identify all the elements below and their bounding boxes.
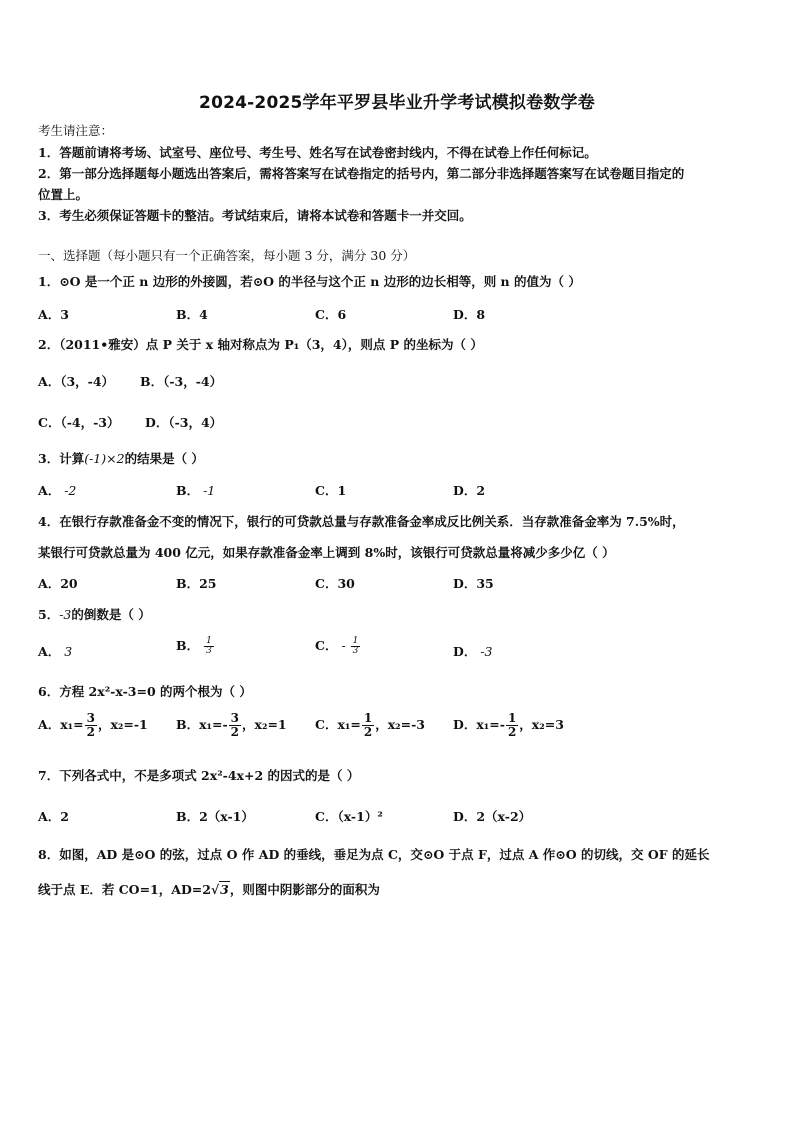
q6-b-numerator: 3 [230, 711, 240, 725]
q5-option-d[interactable] [453, 642, 493, 660]
q2-option-a[interactable]: A．（3，-4） [38, 374, 115, 389]
q6-b-denominator: 2 [230, 725, 240, 739]
q5-option-c[interactable] [315, 636, 361, 656]
q3-stem-pre: 3．计算 [38, 451, 85, 466]
q5-stem-value: -3 [59, 607, 72, 622]
q3-a-value: -2 [64, 483, 77, 498]
q5-c-label: C． [315, 638, 338, 653]
question-2-stem: 2．（2011•雅安）点 P 关于 x 轴对称点为 P₁（3，4），则点 P 的坐标为（ ） [38, 337, 483, 352]
q3-stem-post: 的结果是（ ） [124, 451, 204, 466]
q1-option-c[interactable]: C．6 [315, 307, 347, 322]
q5-a-label: A． [38, 644, 61, 659]
q5-option-b[interactable] [176, 636, 215, 656]
q3-b-label: B． [176, 483, 200, 498]
q6-b-pre: B．x₁=- [176, 717, 228, 732]
notice-heading: 考生请注意： [38, 123, 114, 138]
q3-option-d[interactable]: D．2 [453, 483, 486, 498]
q6-d-pre: D．x₁=- [453, 717, 505, 732]
q6-c-pre: C．x₁= [315, 717, 361, 732]
q3-option-c[interactable]: C．1 [315, 483, 347, 498]
q6-c-numerator: 1 [363, 711, 373, 725]
q7-option-a[interactable]: A．2 [38, 809, 69, 824]
q5-b-numerator: 1 [206, 636, 212, 646]
q7-option-c[interactable]: C．（x-1）² [315, 809, 383, 824]
q3-option-a[interactable] [38, 481, 76, 499]
notice-item-1: 1．答题前请将考场、试室号、座位号、考生号、姓名写在试卷密封线内，不得在试卷上作任何标记。 [38, 145, 597, 160]
sqrt-symbol: √ [210, 882, 220, 897]
q6-c-fraction [362, 712, 374, 739]
exam-title: 2024-2025学年平罗县毕业升学考试模拟卷数学卷 [199, 93, 595, 113]
notice-item-2: 2．第一部分选择题每小题选出答案后，需将答案写在试卷指定的括号内，第二部分非选择题答案写在试卷题目指定的 [38, 166, 685, 181]
q8-stem2-post: ，则图中阴影部分的面积为 [229, 882, 380, 897]
question-8-stem-line1: 8．如图，AD 是⊙O 的弦，过点 O 作 AD 的垂线，垂足为点 C，交⊙O 于点 F，过点 A 作⊙O 的切线，交 OF 的延长 [38, 847, 710, 862]
q3-b-value: -1 [203, 483, 216, 498]
q8-stem2-pre: 线于点 E．若 CO=1，AD=2 [38, 882, 211, 897]
q6-option-d[interactable] [453, 712, 564, 739]
question-6-stem: 6．方程 2x²-x-3=0 的两个根为（ ） [38, 684, 252, 699]
question-3-stem [38, 449, 204, 467]
q4-option-a[interactable]: A．20 [38, 576, 78, 591]
question-7-stem: 7．下列各式中，不是多项式 2x²-4x+2 的因式的是（ ） [38, 768, 360, 783]
question-5-stem [38, 605, 151, 623]
question-4-stem-line1: 4．在银行存款准备金不变的情况下，银行的可贷款总量与存款准备金率成反比例关系．当存款准备金率为 7.5%时， [38, 514, 685, 529]
q6-d-numerator: 1 [507, 711, 517, 725]
q5-b-label: B． [176, 638, 200, 653]
q4-option-b[interactable]: B．25 [176, 576, 217, 591]
q6-a-pre: A．x₁= [38, 717, 84, 732]
q5-a-value: 3 [64, 644, 73, 659]
question-8-stem-line2 [38, 880, 380, 898]
q5-d-value: -3 [480, 644, 493, 659]
question-4-stem-line2: 某银行可贷款总量为 400 亿元，如果存款准备金率上调到 8%时，该银行可贷款总量将减少多少亿（ ） [38, 545, 615, 560]
q6-d-post: ，x₂=3 [519, 717, 564, 732]
q1-option-b[interactable]: B．4 [176, 307, 208, 322]
notice-item-3: 3．考生必须保证答题卡的整洁。考试结束后，请将本试卷和答题卡一并交回。 [38, 208, 472, 223]
q6-d-fraction [506, 712, 518, 739]
q5-stem-post: 的倒数是（ ） [71, 607, 151, 622]
q5-c-fraction [351, 637, 361, 656]
q6-b-post: ，x₂=1 [242, 717, 287, 732]
q5-option-a[interactable] [38, 642, 72, 660]
q7-option-d[interactable]: D．2（x-2） [453, 809, 532, 824]
q6-b-fraction [229, 712, 241, 739]
q6-a-denominator: 2 [86, 725, 95, 739]
q2-option-d[interactable]: D．（-3，4） [145, 415, 223, 430]
q5-b-denominator: 3 [206, 646, 212, 656]
q2-option-b[interactable]: B．（-3，-4） [140, 374, 223, 389]
q5-c-denominator: 3 [352, 646, 359, 656]
q3-option-b[interactable] [176, 481, 215, 499]
q1-option-a[interactable]: A．3 [38, 307, 69, 322]
q3-expression: (-1)×2 [84, 451, 125, 466]
q4-option-d[interactable]: D．35 [453, 576, 494, 591]
q7-option-b[interactable]: B．2（x-1） [176, 809, 254, 824]
q5-c-sign: - [341, 638, 346, 653]
q6-a-numerator: 3 [86, 711, 95, 725]
notice-item-2-cont: 位置上。 [38, 187, 89, 202]
q5-stem-num: 5． [38, 607, 60, 622]
q5-b-fraction [204, 637, 214, 656]
q6-a-post: ，x₂=-1 [97, 717, 148, 732]
q6-a-fraction [85, 712, 97, 739]
q6-option-b[interactable] [176, 712, 287, 739]
question-1-stem: 1．⊙O 是一个正 n 边形的外接圆，若⊙O 的半径与这个正 n 边形的边长相等，则 n 的值为（ ） [38, 274, 581, 289]
q3-a-label: A． [38, 483, 61, 498]
q6-d-denominator: 2 [507, 725, 517, 739]
q6-option-c[interactable] [315, 712, 425, 739]
q6-c-post: ，x₂=-3 [375, 717, 426, 732]
q8-sqrt-radicand: 3 [220, 882, 229, 897]
q6-option-a[interactable] [38, 712, 148, 739]
q2-option-c[interactable]: C．（-4，-3） [38, 415, 120, 430]
section-heading: 一、选择题（每小题只有一个正确答案，每小题 3 分，满分 30 分） [38, 248, 416, 263]
q6-c-denominator: 2 [363, 725, 373, 739]
q5-c-numerator: 1 [352, 636, 359, 646]
q5-d-label: D． [453, 644, 477, 659]
q1-option-d[interactable]: D．8 [453, 307, 486, 322]
q4-option-c[interactable]: C．30 [315, 576, 355, 591]
